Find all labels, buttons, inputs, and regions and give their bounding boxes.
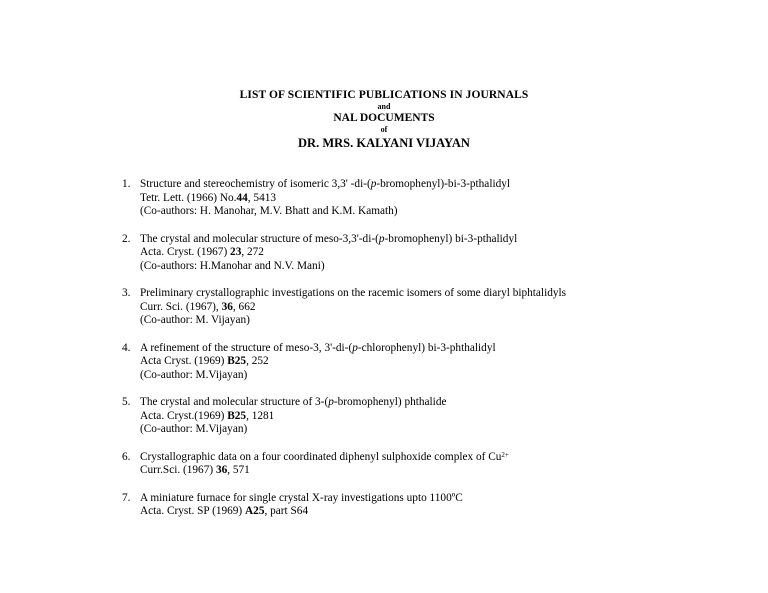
- publication-list: [122, 178, 742, 533]
- publication-coauthors: (Co-author: M. Vijayan): [140, 314, 250, 326]
- publication-number: 4.: [122, 341, 131, 354]
- publication-item: [122, 492, 742, 519]
- publication-journal: Acta. Cryst. (1967) 23, 272: [140, 246, 264, 258]
- publication-coauthors: (Co-author: M.Vijayan): [140, 423, 248, 435]
- header-and: and: [377, 102, 391, 111]
- header-subtitle: NAL DOCUMENTS: [333, 112, 435, 124]
- publication-journal: Curr. Sci. (1967), 36, 662: [140, 300, 256, 313]
- publication-number: 7.: [122, 491, 131, 504]
- publication-number: 5.: [122, 396, 131, 408]
- publication-journal: Acta. Cryst. SP (1969) A25, part S64: [140, 505, 309, 517]
- publication-journal: Acta Cryst. (1969) B25, 252: [140, 355, 269, 367]
- publication-coauthors: (Co-authors: H. Manohar, M.V. Bhatt and K.M. Kamath): [140, 205, 398, 217]
- publication-journal: Acta. Cryst.(1969) B25, 1281: [140, 409, 275, 422]
- publication-journal: Tetr. Lett. (1966) No.44, 5413: [140, 191, 277, 204]
- publication-title: Structure and stereochemistry of isomeric 3,3' -di-(p-bromophenyl)-bi-3-pthalidyl: [140, 178, 511, 190]
- publication-title: Preliminary crystallographic investigations on the racemic isomers of some diaryl biphtalidyls: [140, 287, 567, 299]
- publication-item: [122, 233, 742, 274]
- publication-title: The crystal and molecular structure of 3-(p-bromophenyl) phthalide: [140, 396, 447, 408]
- publication-title: Crystallographic data on a four coordinated diphenyl sulphoxide complex of $Cu^{2+}$: [140, 450, 509, 463]
- publication-item: [122, 178, 742, 219]
- publication-number: 2.: [122, 232, 131, 245]
- publication-number: 1.: [122, 178, 131, 190]
- publication-title: A miniature furnace for single crystal X-ray investigations upto 1100ºC: [140, 491, 463, 504]
- publication-item: [122, 342, 742, 383]
- header-title: LIST OF SCIENTIFIC PUBLICATIONS IN JOURNALS: [239, 89, 529, 101]
- publication-item: [122, 451, 742, 478]
- header-author: DR. MRS. KALYANI VIJAYAN: [298, 136, 470, 150]
- publication-coauthors: (Co-authors: H.Manohar and N.V. Mani): [140, 259, 325, 272]
- superscript-charge: 2+: [501, 450, 509, 459]
- publication-item: [122, 396, 742, 437]
- publication-item: [122, 287, 742, 328]
- publication-title: The crystal and molecular structure of meso-3,3'-di-(p-bromophenyl) bi-3-pthalidyl: [140, 232, 518, 245]
- publication-journal: Curr.Sci. (1967) 36, 571: [140, 464, 250, 476]
- publication-number: 6.: [122, 450, 131, 463]
- publication-title: A refinement of the structure of meso-3, 3'-di-(p-chlorophenyl) bi-3-phthalidyl: [140, 341, 496, 354]
- publication-number: 3.: [122, 287, 131, 299]
- header-of: of: [380, 125, 388, 134]
- publication-coauthors: (Co-author: M.Vijayan): [140, 368, 248, 381]
- document-header: [0, 88, 768, 151]
